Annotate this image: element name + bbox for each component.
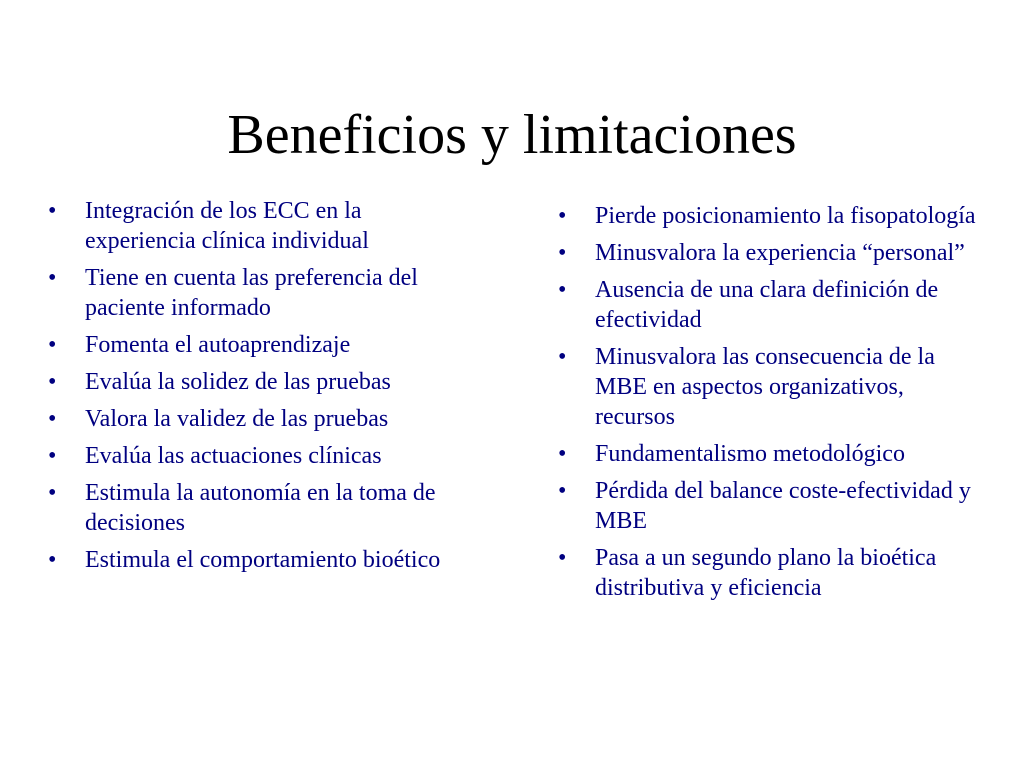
list-item — [48, 196, 460, 256]
list-item-text: Fundamentalismo metodológico — [595, 441, 905, 467]
list-item — [48, 404, 460, 434]
bullet-icon: • — [48, 332, 57, 358]
bullet-icon: • — [558, 545, 567, 571]
list-item-text: Evalúa la solidez de las pruebas — [85, 369, 391, 395]
list-item-text: Pasa a un segundo plano la bioética distributiva y eficiencia — [595, 545, 937, 601]
list-item-text: Tiene en cuenta las preferencia del paciente informado — [85, 265, 418, 321]
list-item — [48, 478, 460, 538]
list-item — [48, 545, 460, 575]
bullet-icon: • — [558, 203, 567, 229]
list-item — [48, 263, 460, 323]
list-item-text: Ausencia de una clara definición de efectividad — [595, 277, 939, 333]
list-item-text: Evalúa las actuaciones clínicas — [85, 443, 382, 469]
bullet-icon: • — [558, 240, 567, 266]
slide-title: Beneficios y limitaciones — [227, 104, 797, 166]
list-item — [48, 367, 460, 397]
list-item-text: Pierde posicionamiento la fisopatología — [595, 203, 976, 229]
list-item — [558, 543, 988, 603]
bullet-icon: • — [558, 277, 567, 303]
list-item — [558, 439, 988, 469]
limitations-list — [558, 201, 988, 610]
list-item-text: Estimula el comportamiento bioético — [85, 547, 441, 573]
bullet-icon: • — [48, 406, 57, 432]
list-item-text: Minusvalora la experiencia “personal” — [595, 240, 965, 266]
list-item-text: Estimula la autonomía en la toma de decisiones — [85, 480, 436, 536]
bullet-icon: • — [48, 369, 57, 395]
list-item-text: Fomenta el autoaprendizaje — [85, 332, 351, 358]
bullet-icon: • — [48, 265, 57, 291]
list-item — [558, 342, 988, 432]
bullet-icon: • — [558, 344, 567, 370]
bullet-icon: • — [558, 478, 567, 504]
list-item-text: Integración de los ECC en la experiencia clínica individual — [85, 198, 369, 254]
list-item — [558, 476, 988, 536]
bullet-icon: • — [48, 198, 57, 224]
list-item-text: Valora la validez de las pruebas — [85, 406, 389, 432]
list-item — [48, 441, 460, 471]
list-item-text: Pérdida del balance coste-efectividad y MBE — [595, 478, 971, 534]
bullet-icon: • — [48, 443, 57, 469]
bullet-icon: • — [48, 480, 57, 506]
list-item-text: Minusvalora las consecuencia de la MBE en aspectos organizativos, recursos — [595, 344, 935, 430]
list-item — [558, 201, 988, 231]
list-item — [558, 238, 988, 268]
benefits-list — [48, 196, 460, 582]
bullet-icon: • — [558, 441, 567, 467]
list-item — [558, 275, 988, 335]
list-item — [48, 330, 460, 360]
bullet-icon: • — [48, 547, 57, 573]
